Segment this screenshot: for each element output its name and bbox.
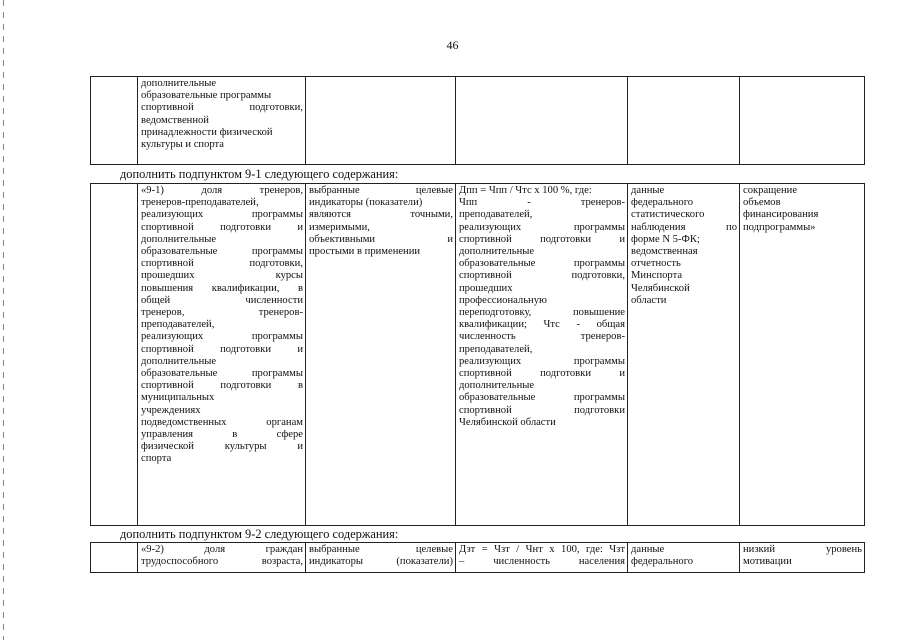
section-heading-9-1: дополнить подпунктом 9-1 следующего содержания: bbox=[120, 167, 399, 181]
cell-line: спортивной подготовки в bbox=[141, 380, 303, 392]
cell-line: объективными и bbox=[309, 233, 453, 245]
cell-line: образовательные программы bbox=[141, 90, 272, 102]
cell-line: образовательные программы bbox=[141, 368, 303, 380]
cell-col4 bbox=[456, 543, 628, 573]
cell-line: спортивной подготовки, bbox=[141, 258, 303, 270]
cell-line: квалификации; Чтс - общая bbox=[459, 319, 625, 331]
cell-line: преподавателей, bbox=[459, 343, 533, 355]
cell-line: Дзт = Чзт / Чнт x 100, где: Чзт bbox=[459, 544, 625, 555]
cell-line: дополнительные bbox=[459, 246, 535, 258]
cell-line: наблюдения по bbox=[631, 221, 737, 233]
cell-line: спортивной подготовки и bbox=[459, 368, 625, 380]
cell-line: индикаторы (показатели) bbox=[309, 556, 453, 568]
cell-line: управления в сфере bbox=[141, 429, 303, 441]
cell-col2 bbox=[138, 543, 306, 573]
cell-line: трудоспособного возраста, bbox=[141, 556, 303, 568]
cell-col1 bbox=[91, 184, 138, 526]
cell-line: ведомственная bbox=[631, 246, 698, 258]
cell-col2 bbox=[138, 77, 306, 165]
cell-col2 bbox=[138, 184, 306, 526]
cell-col5 bbox=[628, 543, 740, 573]
cell-line: учреждениях bbox=[141, 404, 201, 416]
cell-col3 bbox=[306, 77, 456, 165]
cell-line: простыми в применении bbox=[309, 246, 421, 258]
cell-line: выбранные целевые bbox=[309, 544, 453, 555]
cell-line: ведомственной bbox=[141, 114, 209, 126]
cell-line: области bbox=[631, 294, 667, 306]
cell-col5 bbox=[628, 184, 740, 526]
cell-line: индикаторы (показатели) bbox=[309, 197, 423, 209]
cell-line: низкий уровень bbox=[743, 544, 862, 555]
cell-line: данные bbox=[631, 185, 665, 196]
cell-col3 bbox=[306, 543, 456, 573]
cell-line: прошедших курсы bbox=[141, 270, 303, 282]
cell-line: федерального bbox=[631, 556, 694, 568]
cell-line: отчетность bbox=[631, 258, 681, 270]
cell-line: переподготовку, повышение bbox=[459, 307, 625, 319]
section-heading-9-2: дополнить подпунктом 9-2 следующего содержания: bbox=[120, 527, 399, 541]
cell-line: муниципальных bbox=[141, 392, 215, 404]
cell-line: образовательные программы bbox=[141, 246, 303, 258]
cell-line: Челябинской bbox=[631, 282, 690, 294]
cell-line: – численность населения bbox=[459, 556, 625, 568]
cell-line: данные bbox=[631, 544, 665, 555]
cell-line: Минспорта bbox=[631, 270, 683, 282]
cell-line: подпрограммы» bbox=[743, 221, 816, 233]
cell-col4 bbox=[456, 77, 628, 165]
cell-line: сокращение bbox=[743, 185, 798, 196]
cell-line: реализующих программы bbox=[459, 355, 625, 367]
cell-line: объемов bbox=[743, 197, 781, 209]
cell-line: спортивной подготовки и bbox=[459, 233, 625, 245]
cell-line: дополнительные bbox=[459, 380, 535, 392]
cell-col1 bbox=[91, 543, 138, 573]
cell-line: образовательные программы bbox=[459, 258, 625, 270]
cell-col5 bbox=[628, 77, 740, 165]
cell-line: выбранные целевые bbox=[309, 185, 453, 196]
table-row-9-1 bbox=[90, 183, 865, 526]
table-row bbox=[91, 543, 865, 573]
table-row-9-2 bbox=[90, 542, 865, 573]
cell-line: измеримыми, bbox=[309, 221, 370, 233]
cell-line: статистического bbox=[631, 209, 705, 221]
cell-line: реализующих программы bbox=[459, 221, 625, 233]
cell-line: Дпп = Чпп / Чтс x 100 %, где: bbox=[459, 185, 592, 196]
cell-col6 bbox=[740, 77, 865, 165]
cell-line: Челябинской области bbox=[459, 416, 556, 428]
cell-line: мотивации bbox=[743, 556, 792, 568]
cell-line: физической культуры и bbox=[141, 441, 303, 453]
cell-line: спортивной подготовки и bbox=[141, 343, 303, 355]
cell-line: спортивной подготовки bbox=[459, 404, 625, 416]
page-number: 46 bbox=[446, 38, 459, 52]
cell-line: реализующих программы bbox=[141, 209, 303, 221]
cell-line: финансирования bbox=[743, 209, 819, 221]
cell-line: профессиональную bbox=[459, 294, 547, 306]
cell-line: подведомственных органам bbox=[141, 416, 303, 428]
cell-line: являются точными, bbox=[309, 209, 453, 221]
cell-col3 bbox=[306, 184, 456, 526]
cell-col6 bbox=[740, 543, 865, 573]
cell-line: прошедших bbox=[459, 282, 513, 294]
cell-line: преподавателей, bbox=[459, 209, 533, 221]
cell-col1 bbox=[91, 77, 138, 165]
cell-line: Чпп - тренеров- bbox=[459, 197, 625, 209]
cell-line: тренеров-преподавателей, bbox=[141, 197, 259, 209]
cell-line: спортивной подготовки, bbox=[141, 102, 303, 114]
cell-line: федерального bbox=[631, 197, 694, 209]
cell-line: тренеров, тренеров- bbox=[141, 307, 303, 319]
cell-col6 bbox=[740, 184, 865, 526]
cell-line: образовательные программы bbox=[459, 392, 625, 404]
cell-line: дополнительные bbox=[141, 355, 217, 367]
cell-line: «9-1) доля тренеров, bbox=[141, 185, 303, 196]
table-row bbox=[91, 184, 865, 526]
cell-line: общей численности bbox=[141, 294, 303, 306]
cell-line: преподавателей, bbox=[141, 319, 215, 331]
table-continuation bbox=[90, 76, 865, 165]
cell-line: форме N 5-ФК; bbox=[631, 233, 700, 245]
cell-col4 bbox=[456, 184, 628, 526]
cell-line: спортивной подготовки и bbox=[141, 221, 303, 233]
table-row bbox=[91, 77, 865, 165]
cell-line: дополнительные bbox=[141, 233, 217, 245]
cell-line: реализующих программы bbox=[141, 331, 303, 343]
cell-line: принадлежности физической bbox=[141, 126, 273, 138]
cell-line: культуры и спорта bbox=[141, 139, 224, 151]
cell-line: спорта bbox=[141, 453, 172, 465]
cell-line: численность тренеров- bbox=[459, 331, 625, 343]
cell-line: спортивной подготовки, bbox=[459, 270, 625, 282]
cell-line: «9-2) доля граждан bbox=[141, 544, 303, 555]
cell-line: дополнительные bbox=[141, 78, 217, 89]
cell-line: повышения квалификации, в bbox=[141, 282, 303, 294]
page-edge-line bbox=[3, 0, 4, 640]
